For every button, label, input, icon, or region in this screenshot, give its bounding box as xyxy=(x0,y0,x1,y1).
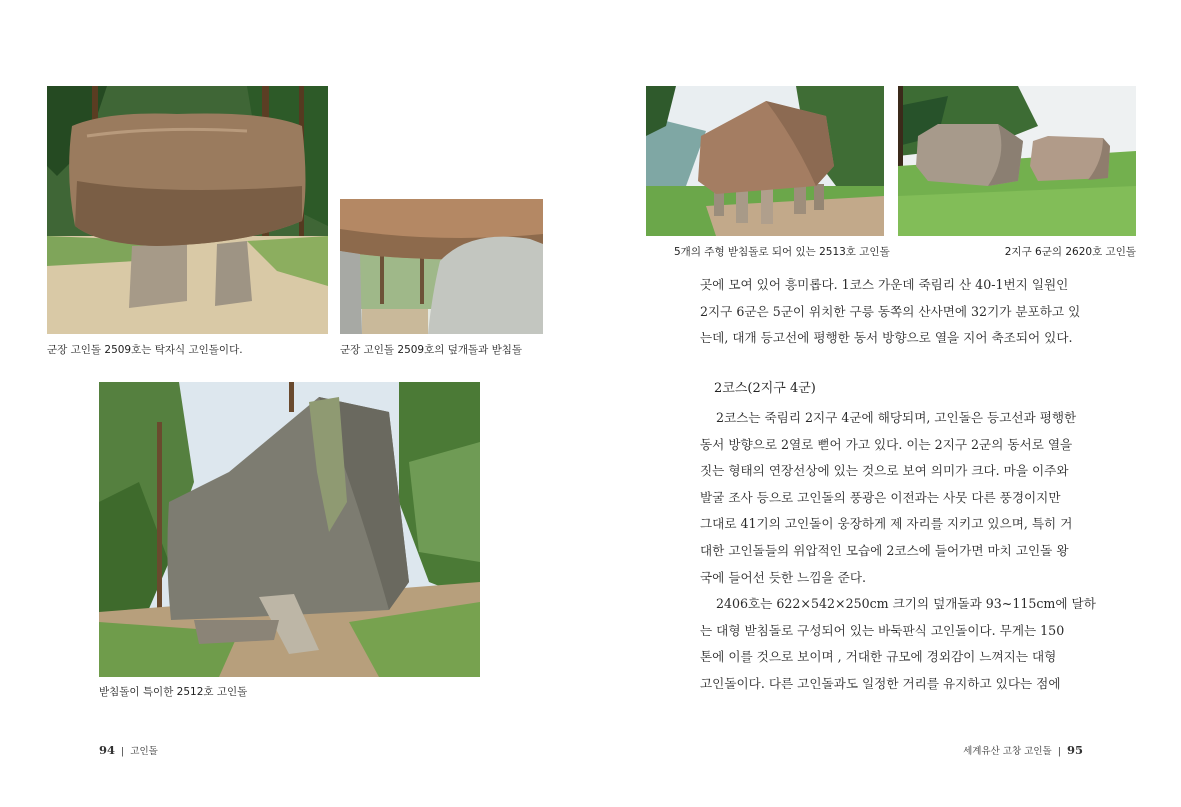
dolmen-2620-photo xyxy=(898,86,1136,236)
text-line: 대한 고인돌들의 위압적인 모습에 2코스에 들어가면 마치 고인돌 왕 xyxy=(700,542,1069,558)
text-line: 는 대형 받침돌로 구성되어 있는 바둑판식 고인돌이다. 무게는 150 xyxy=(700,622,1065,638)
text-line: 2지구 6군은 5군이 위치한 구릉 동쪽의 산사면에 32기가 분포하고 있 xyxy=(700,303,1081,319)
paragraph-1 xyxy=(700,272,1084,352)
page-number: 94 xyxy=(99,743,116,757)
text-line: 는데, 대개 등고선에 평행한 동서 방향으로 열을 지어 축조되어 있다. xyxy=(700,330,1073,346)
running-title: 고인돌 xyxy=(130,746,158,757)
left-folio xyxy=(99,743,158,757)
photo-caption: 군장 고인돌 2509호의 덮개돌과 받침돌 xyxy=(340,344,523,356)
text-line: 2406호는 622×542×250cm 크기의 덮개돌과 93~115cm에 달하 xyxy=(716,596,1096,611)
dolmen-2509-closeup-photo xyxy=(340,199,543,334)
dolmen-2512-photo xyxy=(99,382,480,677)
photo-caption: 2지구 6군의 2620호 고인돌 xyxy=(1004,246,1136,258)
running-title: 세계유산 고창 고인돌 xyxy=(963,746,1052,757)
text-line: 국에 들어선 듯한 느낌을 준다. xyxy=(700,569,867,585)
text-line: 짓는 형태의 연장선상에 있는 것으로 보여 의미가 크다. 마을 이주와 xyxy=(700,463,1069,479)
paragraph-2 xyxy=(700,405,1084,591)
dolmen-2509-photo xyxy=(47,86,328,334)
paragraph-3 xyxy=(700,591,1096,697)
dolmen-2513-photo xyxy=(646,86,884,236)
text-line: 발굴 조사 등으로 고인돌의 풍광은 이전과는 사뭇 다른 풍경이지만 xyxy=(700,489,1061,505)
photo-caption: 군장 고인돌 2509호는 탁자식 고인돌이다. xyxy=(47,344,243,356)
text-line: 곳에 모여 있어 흥미롭다. 1코스 가운데 죽림리 산 40-1번지 일원인 xyxy=(700,277,1069,292)
text-line: 동서 방향으로 2열로 뻗어 가고 있다. 이는 2지구 2군의 동서로 열을 xyxy=(700,436,1073,452)
section-heading: 2코스(2지구 4군) xyxy=(714,381,816,396)
photo-caption: 5개의 주형 받침돌로 되어 있는 2513호 고인돌 xyxy=(674,246,890,258)
text-line: 고인돌이다. 다른 고인돌과도 일정한 거리를 유지하고 있다는 점에 xyxy=(700,675,1061,691)
text-line: 그대로 41기의 고인돌이 웅장하게 제 자리를 지키고 있으며, 특히 거 xyxy=(700,516,1073,532)
folio-separator: | xyxy=(1057,746,1061,757)
right-folio xyxy=(963,743,1083,757)
text-line: 2코스는 죽림리 2지구 4군에 해당되며, 고인돌은 등고선과 평행한 xyxy=(716,410,1077,425)
folio-separator: | xyxy=(121,746,125,757)
text-line: 톤에 이를 것으로 보이며 , 거대한 규모에 경외감이 느껴지는 대형 xyxy=(700,649,1057,665)
photo-caption: 받침돌이 특이한 2512호 고인돌 xyxy=(99,686,248,698)
page-number: 95 xyxy=(1066,743,1083,757)
